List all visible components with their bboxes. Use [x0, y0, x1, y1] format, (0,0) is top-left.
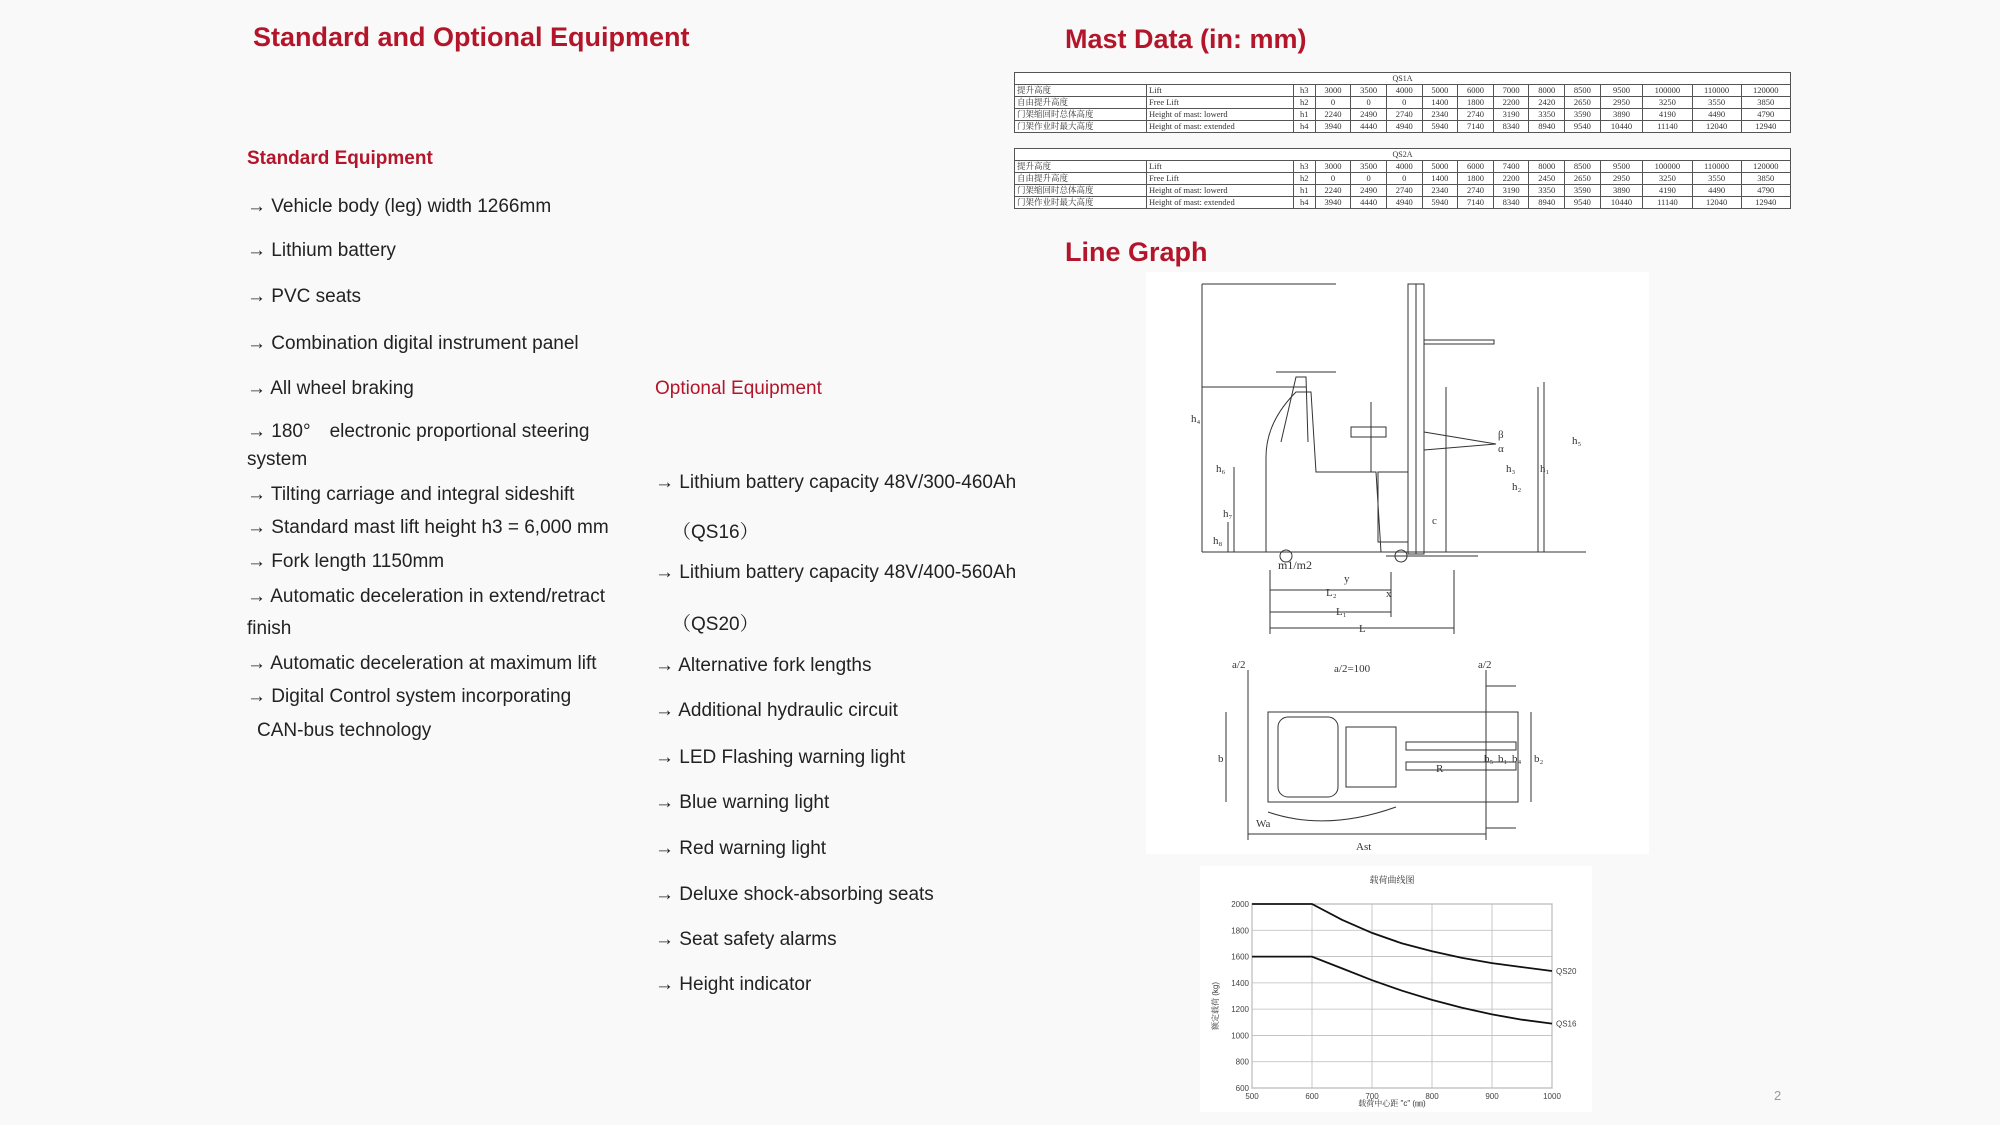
mast-table-caption: QS2A [1015, 149, 1791, 161]
standard-item: → Fork length 1150mm [247, 551, 445, 572]
mast-data-title: Mast Data (in: mm) [1065, 24, 1307, 54]
table-cell: 2240 [1315, 185, 1351, 197]
row-label-cn: 自由提升高度 [1015, 97, 1147, 109]
table-cell: 3190 [1493, 185, 1529, 197]
table-cell: 1400 [1422, 173, 1458, 185]
y-tick-label: 1200 [1231, 1005, 1249, 1015]
dim-label: b₁ [1498, 753, 1508, 765]
x-tick-label: 700 [1365, 1092, 1379, 1101]
dim-label: m1/m2 [1278, 558, 1313, 572]
table-cell: 1400 [1422, 97, 1458, 109]
table-cell: 12040 [1692, 197, 1741, 209]
table-cell: 2240 [1315, 109, 1351, 121]
y-tick-label: 1400 [1231, 978, 1249, 988]
dim-label: β [1498, 429, 1504, 441]
table-cell: 110000 [1692, 85, 1741, 97]
x-tick-label: 800 [1425, 1092, 1439, 1101]
standard-item: system [247, 449, 308, 470]
y-tick-label: 800 [1235, 1057, 1249, 1067]
mast-table-caption: QS1A [1015, 73, 1791, 85]
dim-label: a/2 [1232, 659, 1246, 671]
y-tick-label: 600 [1235, 1084, 1249, 1093]
line-graph-title: Line Graph [1065, 237, 1208, 267]
dim-label: h₂ [1512, 481, 1522, 493]
row-label-en: Height of mast: lowerd [1147, 185, 1294, 197]
table-cell: 2200 [1493, 173, 1529, 185]
table-cell: 2950 [1600, 173, 1643, 185]
dim-label: L₂ [1326, 587, 1337, 599]
table-cell: 2490 [1351, 109, 1387, 121]
standard-item: → Automatic deceleration in extend/retract [247, 586, 606, 607]
table-cell: 1800 [1458, 173, 1494, 185]
standard-item: → 180° electronic proportional steering [247, 421, 590, 442]
table-cell: 4000 [1386, 161, 1422, 173]
table-cell: 8940 [1529, 121, 1565, 133]
table-cell: 8500 [1565, 85, 1601, 97]
table-cell: 3890 [1600, 185, 1643, 197]
table-cell: 4440 [1351, 121, 1387, 133]
dim-label: b [1218, 753, 1224, 765]
dim-label: b₄ [1512, 753, 1522, 765]
table-cell: 3550 [1692, 97, 1741, 109]
x-tick-label: 900 [1485, 1092, 1499, 1101]
table-cell: 2340 [1422, 109, 1458, 121]
table-cell: 8500 [1565, 161, 1601, 173]
standard-item: → Digital Control system incorporating [247, 686, 572, 707]
table-cell: 120000 [1741, 161, 1790, 173]
table-row [1015, 97, 1791, 109]
table-cell: 3350 [1529, 185, 1565, 197]
table-cell: 8340 [1493, 121, 1529, 133]
x-tick-label: 600 [1305, 1092, 1319, 1101]
optional-item: → Lithium battery capacity 48V/300-460Ah [655, 472, 1017, 493]
table-cell: 7400 [1493, 161, 1529, 173]
table-cell: 4940 [1386, 197, 1422, 209]
table-cell: 100000 [1643, 85, 1692, 97]
table-cell: 5000 [1422, 85, 1458, 97]
table-cell: 0 [1315, 97, 1351, 109]
table-cell: 2450 [1529, 173, 1565, 185]
table-cell: 120000 [1741, 85, 1790, 97]
dim-label: h₃ [1506, 463, 1516, 475]
row-label-en: Height of mast: extended [1147, 121, 1294, 133]
table-cell: 0 [1386, 173, 1422, 185]
table-row [1015, 121, 1791, 133]
table-cell: 3550 [1692, 173, 1741, 185]
row-label-en: Free Lift [1147, 173, 1294, 185]
table-cell: 6000 [1458, 161, 1494, 173]
page-number: 2 [1774, 1088, 1782, 1103]
standard-item: → Lithium battery [247, 240, 396, 261]
table-cell: 2650 [1565, 173, 1601, 185]
table-cell: 3190 [1493, 109, 1529, 121]
row-label-cn: 自由提升高度 [1015, 173, 1147, 185]
optional-item: → Red warning light [655, 838, 827, 859]
table-cell: 12940 [1741, 121, 1790, 133]
table-cell: 3000 [1315, 85, 1351, 97]
table-cell: 8940 [1529, 197, 1565, 209]
y-tick-label: 1000 [1231, 1031, 1249, 1041]
series-line-qs16 [1252, 957, 1552, 1024]
table-cell: 3940 [1315, 121, 1351, 133]
series-label: QS16 [1556, 1019, 1577, 1029]
table-cell: 0 [1351, 97, 1387, 109]
load-curve-chart-panel [1200, 866, 1592, 1112]
row-code: h3 [1293, 85, 1315, 97]
chart-title: 载荷曲线图 [1369, 875, 1415, 885]
row-label-en: Free Lift [1147, 97, 1294, 109]
table-cell: 3350 [1529, 109, 1565, 121]
table-cell: 9500 [1600, 161, 1643, 173]
load-curve-chart [1200, 866, 1592, 1112]
table-cell: 0 [1386, 97, 1422, 109]
y-tick-label: 1600 [1231, 952, 1249, 962]
row-label-cn: 提升高度 [1015, 161, 1147, 173]
row-code: h1 [1293, 109, 1315, 121]
row-code: h1 [1293, 185, 1315, 197]
mast-table-qs2a [1014, 148, 1791, 209]
standard-item: → Standard mast lift height h3 = 6,000 mm [247, 517, 609, 538]
table-cell: 2740 [1458, 185, 1494, 197]
row-label-cn: 门架缩回时总体高度 [1015, 109, 1147, 121]
row-label-en: Height of mast: lowerd [1147, 109, 1294, 121]
table-cell: 2650 [1565, 97, 1601, 109]
table-cell: 2200 [1493, 97, 1529, 109]
table-row [1015, 185, 1791, 197]
dim-label: h₁ [1540, 463, 1550, 475]
table-cell: 3000 [1315, 161, 1351, 173]
table-cell: 4000 [1386, 85, 1422, 97]
dim-label: x [1386, 588, 1392, 600]
table-row [1015, 109, 1791, 121]
y-tick-label: 1800 [1231, 926, 1249, 936]
standard-item: → Automatic deceleration at maximum lift [247, 653, 597, 674]
table-cell: 7140 [1458, 121, 1494, 133]
optional-item: → Height indicator [655, 974, 812, 995]
standard-item: → PVC seats [247, 286, 362, 307]
table-cell: 3590 [1565, 109, 1601, 121]
standard-item: finish [247, 618, 292, 639]
optional-item: → Additional hydraulic circuit [655, 700, 898, 721]
table-cell: 4790 [1741, 185, 1790, 197]
standard-item: → All wheel braking [247, 378, 414, 399]
row-label-cn: 提升高度 [1015, 85, 1147, 97]
table-cell: 6000 [1458, 85, 1494, 97]
table-cell: 5940 [1422, 121, 1458, 133]
table-cell: 5000 [1422, 161, 1458, 173]
optional-item: → Alternative fork lengths [655, 655, 872, 676]
table-cell: 10440 [1600, 197, 1643, 209]
table-cell: 11140 [1643, 121, 1692, 133]
dim-label: α [1498, 443, 1504, 455]
standard-item: CAN-bus technology [257, 720, 432, 741]
dim-label: L₁ [1336, 606, 1347, 618]
series-label: QS20 [1556, 967, 1577, 977]
table-cell: 3250 [1643, 97, 1692, 109]
table-cell: 3940 [1315, 197, 1351, 209]
dim-label: R [1436, 763, 1444, 775]
dim-label: h₄ [1191, 413, 1201, 425]
table-row [1015, 85, 1791, 97]
optional-item: → Seat safety alarms [655, 929, 837, 950]
dim-label: Wa [1256, 818, 1271, 830]
dim-label: c [1432, 515, 1437, 527]
optional-item: （QS20） [672, 614, 759, 635]
optional-item: （QS16） [672, 522, 759, 543]
table-cell: 0 [1315, 173, 1351, 185]
table-cell: 2740 [1458, 109, 1494, 121]
table-cell: 5940 [1422, 197, 1458, 209]
table-cell: 4190 [1643, 185, 1692, 197]
table-row [1015, 197, 1791, 209]
table-cell: 110000 [1692, 161, 1741, 173]
row-code: h2 [1293, 173, 1315, 185]
dim-label: b₅ [1484, 753, 1494, 765]
table-cell: 11140 [1643, 197, 1692, 209]
row-code: h4 [1293, 197, 1315, 209]
table-cell: 3590 [1565, 185, 1601, 197]
standard-equipment-heading: Standard Equipment [247, 148, 433, 169]
dim-label: y [1344, 573, 1350, 585]
table-cell: 4790 [1741, 109, 1790, 121]
row-label-cn: 门架作业时最大高度 [1015, 121, 1147, 133]
table-cell: 1800 [1458, 97, 1494, 109]
dim-label: a/2=100 [1334, 663, 1371, 675]
table-cell: 100000 [1643, 161, 1692, 173]
table-cell: 9540 [1565, 197, 1601, 209]
chart-plot-area [1252, 904, 1552, 1088]
table-cell: 8340 [1493, 197, 1529, 209]
table-cell: 12940 [1741, 197, 1790, 209]
table-cell: 2420 [1529, 97, 1565, 109]
table-cell: 2950 [1600, 97, 1643, 109]
mast-table-qs1a [1014, 72, 1791, 133]
optional-equipment-heading: Optional Equipment [655, 378, 822, 399]
row-code: h3 [1293, 161, 1315, 173]
table-cell: 10440 [1600, 121, 1643, 133]
table-cell: 4940 [1386, 121, 1422, 133]
table-cell: 2340 [1422, 185, 1458, 197]
y-tick-label: 2000 [1231, 900, 1249, 909]
dim-label: L [1359, 623, 1366, 635]
optional-item: → Lithium battery capacity 48V/400-560Ah [655, 562, 1017, 583]
chart-x-axis-label: 载荷中心距 "c" (㎜) [1358, 1099, 1426, 1108]
row-label-cn: 门架作业时最大高度 [1015, 197, 1147, 209]
table-cell: 7000 [1493, 85, 1529, 97]
dim-label: a/2 [1478, 659, 1492, 671]
series-line-qs20 [1252, 904, 1552, 971]
table-cell: 8000 [1529, 161, 1565, 173]
page-title: Standard and Optional Equipment [253, 22, 690, 52]
forklift-dimension-drawing [1146, 272, 1649, 854]
table-cell: 3500 [1351, 161, 1387, 173]
table-row [1015, 173, 1791, 185]
table-cell: 3250 [1643, 173, 1692, 185]
row-label-en: Lift [1147, 161, 1294, 173]
table-cell: 12040 [1692, 121, 1741, 133]
x-tick-label: 500 [1245, 1092, 1259, 1101]
x-tick-label: 1000 [1543, 1092, 1561, 1101]
table-cell: 3500 [1351, 85, 1387, 97]
dim-label: h₆ [1216, 463, 1226, 475]
table-cell: 8000 [1529, 85, 1565, 97]
row-label-en: Height of mast: extended [1147, 197, 1294, 209]
table-cell: 9500 [1600, 85, 1643, 97]
chart-y-axis-label: 额定载荷 (kg) [1211, 982, 1220, 1030]
dim-label: h₈ [1213, 535, 1223, 547]
table-cell: 4490 [1692, 109, 1741, 121]
table-cell: 2490 [1351, 185, 1387, 197]
row-code: h4 [1293, 121, 1315, 133]
dim-label: b₂ [1534, 753, 1544, 765]
dim-label: h₅ [1572, 435, 1582, 447]
table-cell: 2740 [1386, 185, 1422, 197]
table-cell: 4190 [1643, 109, 1692, 121]
table-cell: 3850 [1741, 97, 1790, 109]
table-cell: 3890 [1600, 109, 1643, 121]
standard-item: → Combination digital instrument panel [247, 333, 579, 354]
row-label-en: Lift [1147, 85, 1294, 97]
dim-label: h₇ [1223, 508, 1233, 520]
table-cell: 7140 [1458, 197, 1494, 209]
table-cell: 2740 [1386, 109, 1422, 121]
row-code: h2 [1293, 97, 1315, 109]
optional-item: → Deluxe shock-absorbing seats [655, 884, 934, 905]
table-row [1015, 161, 1791, 173]
table-cell: 9540 [1565, 121, 1601, 133]
standard-item: → Tilting carriage and integral sideshift [247, 484, 575, 505]
optional-item: → LED Flashing warning light [655, 747, 906, 768]
dim-label: Ast [1356, 841, 1372, 853]
table-cell: 3850 [1741, 173, 1790, 185]
table-cell: 4440 [1351, 197, 1387, 209]
optional-item: → Blue warning light [655, 792, 830, 813]
standard-item: → Vehicle body (leg) width 1266mm [247, 196, 552, 217]
table-cell: 0 [1351, 173, 1387, 185]
row-label-cn: 门架缩回时总体高度 [1015, 185, 1147, 197]
table-cell: 4490 [1692, 185, 1741, 197]
